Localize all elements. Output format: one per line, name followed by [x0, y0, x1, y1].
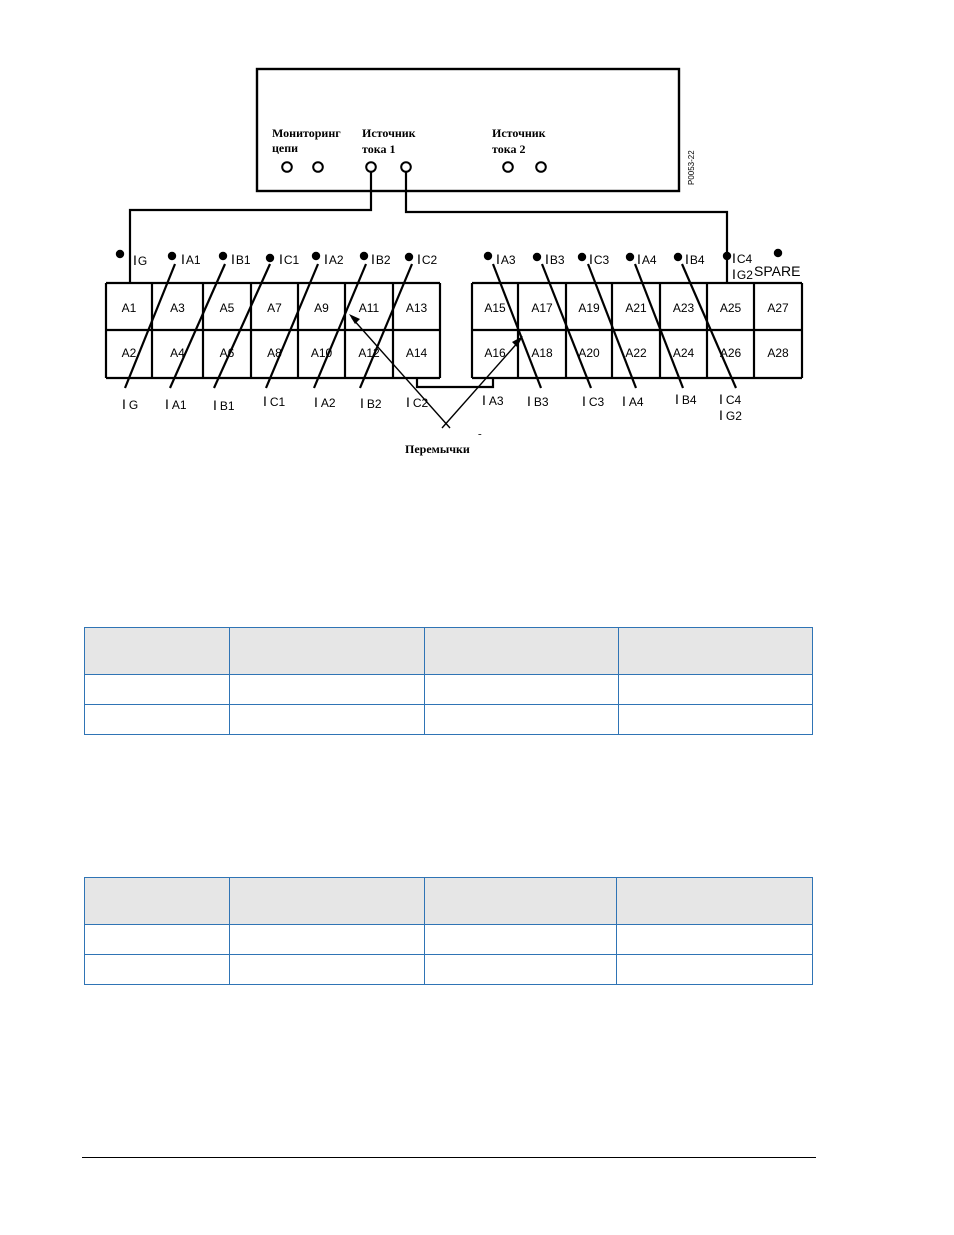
terminal-label: A6: [219, 346, 235, 360]
terminal-label: A5: [219, 301, 235, 315]
label-sub: G2: [736, 268, 753, 282]
monitoring-label-line2: цепи: [272, 141, 299, 155]
contact-dot: [360, 252, 368, 260]
table-cell: [618, 675, 812, 705]
label-sub: C1: [269, 395, 286, 409]
table-cell: [85, 675, 230, 705]
source2-label-line2: тока 2: [492, 142, 526, 156]
bottom-current-label: [719, 407, 742, 423]
monitoring-jack-2: [313, 162, 323, 172]
top-current-label: [181, 251, 201, 267]
label-sub: C4: [725, 393, 742, 407]
label-sub: B2: [375, 253, 391, 267]
label-main: I: [213, 397, 217, 413]
terminal-label: A13: [405, 301, 428, 315]
top-current-label: [371, 251, 391, 267]
label-sub: B1: [219, 399, 235, 413]
bottom-current-label: [360, 395, 382, 411]
label-sub: A1: [185, 253, 201, 267]
label-main: I: [545, 251, 549, 267]
label-sub: G2: [725, 409, 742, 423]
label-sub: A3: [488, 394, 504, 408]
terminal-label: A14: [405, 346, 428, 360]
terminal-label: A18: [531, 346, 553, 360]
label-main: I: [482, 392, 486, 408]
terminal-block-right: [472, 283, 802, 378]
bottom-current-label: [213, 397, 235, 413]
label-main: I: [582, 393, 586, 409]
bottom-current-label: [527, 393, 549, 409]
table-row: [85, 705, 813, 735]
label-sub: C1: [283, 253, 300, 267]
table-1-header-cell: [424, 628, 618, 675]
source2-jack-1: [503, 162, 513, 172]
top-current-label: [732, 266, 753, 282]
table-cell: [230, 675, 424, 705]
label-sub: B3: [549, 253, 565, 267]
top-contact-dots: [116, 249, 782, 262]
label-sub: C3: [593, 253, 610, 267]
label-main: I: [324, 251, 328, 267]
terminal-label: A11: [358, 301, 380, 315]
label-main: I: [637, 251, 641, 267]
label-sub: B3: [533, 395, 549, 409]
top-current-label: [685, 251, 705, 267]
contact-dot: [168, 252, 176, 260]
label-main: I: [622, 393, 626, 409]
top-current-label: [732, 250, 753, 266]
table-2-header-row: [85, 878, 813, 925]
label-main: I: [406, 394, 410, 410]
top-current-label: [637, 251, 657, 267]
contact-dot: [723, 252, 731, 260]
terminal-label: A16: [484, 346, 506, 360]
wiring-diagram: [0, 0, 954, 480]
terminal-label: A22: [625, 346, 647, 360]
monitoring-jack-1: [282, 162, 292, 172]
table-cell: [85, 705, 230, 735]
table-1: [84, 627, 813, 735]
label-main: I: [360, 395, 364, 411]
table-cell: [616, 925, 812, 955]
terminal-label: A3: [170, 301, 185, 315]
label-sub: A3: [500, 253, 516, 267]
table-cell: [424, 675, 618, 705]
jumper-arrow-line-right: [442, 340, 520, 428]
terminal-label: A8: [267, 346, 282, 360]
label-sub: A2: [320, 396, 336, 410]
table-cell: [85, 925, 230, 955]
label-main: I: [165, 396, 169, 412]
label-sub: G: [137, 254, 148, 268]
terminal-label: A17: [531, 301, 553, 315]
terminal-label: A7: [267, 301, 282, 315]
terminal-label: A2: [121, 346, 137, 360]
table-cell: [616, 955, 812, 985]
terminal-label: A25: [719, 301, 742, 315]
table-cell: [230, 925, 424, 955]
terminal-label: A20: [578, 346, 600, 360]
label-sub: B1: [235, 253, 251, 267]
terminal-label: A23: [672, 301, 695, 315]
label-main: I: [685, 251, 689, 267]
table-row: [85, 925, 813, 955]
label-sub: A4: [641, 253, 657, 267]
top-current-label: [589, 251, 610, 267]
label-sub: G: [128, 398, 139, 412]
table-cell: [424, 705, 618, 735]
label-sub: A2: [328, 253, 344, 267]
label-main: I: [719, 391, 723, 407]
label-sub: C4: [736, 252, 753, 266]
table-cell: [85, 955, 230, 985]
top-current-label: [417, 251, 438, 267]
terminal-label: A27: [767, 301, 789, 315]
source1-jack-2: [401, 162, 411, 172]
contact-dot: [266, 254, 274, 262]
bottom-current-label: [122, 396, 138, 412]
label-sub: C2: [421, 253, 438, 267]
bottom-current-label: [482, 392, 504, 408]
bottom-current-label: [406, 394, 429, 410]
jumpers-label: Перемычки: [405, 442, 470, 456]
bottom-current-label: [622, 393, 644, 409]
table-2-header-cell: [424, 878, 616, 925]
bottom-current-label: [582, 393, 605, 409]
table-1-header-row: [85, 628, 813, 675]
source1-label-line1: Источник: [362, 126, 416, 140]
source1-label-line2: тока 1: [362, 142, 396, 156]
bottom-current-label: [165, 396, 187, 412]
label-main: I: [675, 391, 679, 407]
terminal-label: A12: [358, 346, 380, 360]
contact-dot: [578, 253, 586, 261]
table-row: [85, 955, 813, 985]
label-main: I: [589, 251, 593, 267]
contact-dot: [116, 250, 124, 258]
footer-rule: [82, 1157, 816, 1158]
contact-dot: [219, 252, 227, 260]
bottom-current-label: [263, 393, 286, 409]
terminal-label: A19: [578, 301, 600, 315]
terminal-block-left: [106, 283, 440, 378]
label-main: I: [496, 251, 500, 267]
diagram-layer: [106, 69, 802, 456]
contact-dot: [774, 249, 782, 257]
table-2-header-cell: [230, 878, 424, 925]
jumper-arrow-head-left: [349, 314, 360, 324]
table-row: [85, 675, 813, 705]
terminal-label: A4: [170, 346, 185, 360]
label-sub: B2: [366, 397, 382, 411]
label-sub: B4: [689, 253, 705, 267]
table-cell: [424, 925, 616, 955]
label-sub: A1: [171, 398, 187, 412]
source1-jack-1: [366, 162, 376, 172]
table-cell: [230, 955, 424, 985]
top-current-label: [496, 251, 516, 267]
top-current-label: [545, 251, 565, 267]
top-current-label: [133, 252, 147, 268]
label-main: I: [279, 251, 283, 267]
contact-dot: [484, 252, 492, 260]
terminal-label: A26: [719, 346, 742, 360]
terminal-label: A24: [672, 346, 695, 360]
label-main: I: [371, 251, 375, 267]
label-main: I: [732, 250, 736, 266]
table-2: [84, 877, 813, 985]
label-main: I: [719, 407, 723, 423]
table-cell: [230, 705, 424, 735]
label-main: I: [181, 251, 185, 267]
terminal-label: A1: [121, 301, 137, 315]
label-sub: C2: [412, 396, 429, 410]
contact-dot: [533, 253, 541, 261]
table-1-header-cell: [230, 628, 424, 675]
bottom-current-label: [719, 391, 742, 407]
terminal-label: A10: [310, 346, 333, 360]
label-sub: C3: [588, 395, 605, 409]
contact-dot: [312, 252, 320, 260]
table-2-header-cell: [616, 878, 812, 925]
table-2-header-cell: [85, 878, 230, 925]
label-main: I: [732, 266, 736, 282]
label-main: I: [527, 393, 531, 409]
bottom-current-label: [675, 391, 697, 407]
spare-label: SPARE: [754, 263, 801, 279]
label-main: I: [231, 251, 235, 267]
source2-jack-2: [536, 162, 546, 172]
contact-dot: [674, 253, 682, 261]
bottom-current-label: [314, 394, 336, 410]
label-sub: A4: [628, 395, 644, 409]
top-current-label: [279, 251, 300, 267]
terminal-label: A21: [625, 301, 647, 315]
label-main: I: [133, 252, 137, 268]
label-sub: B4: [681, 393, 697, 407]
contact-dot: [626, 253, 634, 261]
figure-code: P0053-22: [687, 150, 696, 185]
table-cell: [618, 705, 812, 735]
monitoring-label-line1: Мониторинг: [272, 126, 341, 140]
terminal-label: A15: [484, 301, 506, 315]
source2-label-line1: Источник: [492, 126, 546, 140]
top-current-label: [324, 251, 344, 267]
table-cell: [424, 955, 616, 985]
label-main: I: [314, 394, 318, 410]
terminal-label: A28: [767, 346, 789, 360]
terminal-label: A9: [314, 301, 329, 315]
label-main: I: [263, 393, 267, 409]
jumpers-dash: -: [478, 428, 482, 440]
label-main: I: [122, 396, 126, 412]
label-main: I: [417, 251, 421, 267]
top-current-label: [231, 251, 251, 267]
table-1-header-cell: [618, 628, 812, 675]
table-1-header-cell: [85, 628, 230, 675]
contact-dot: [405, 253, 413, 261]
